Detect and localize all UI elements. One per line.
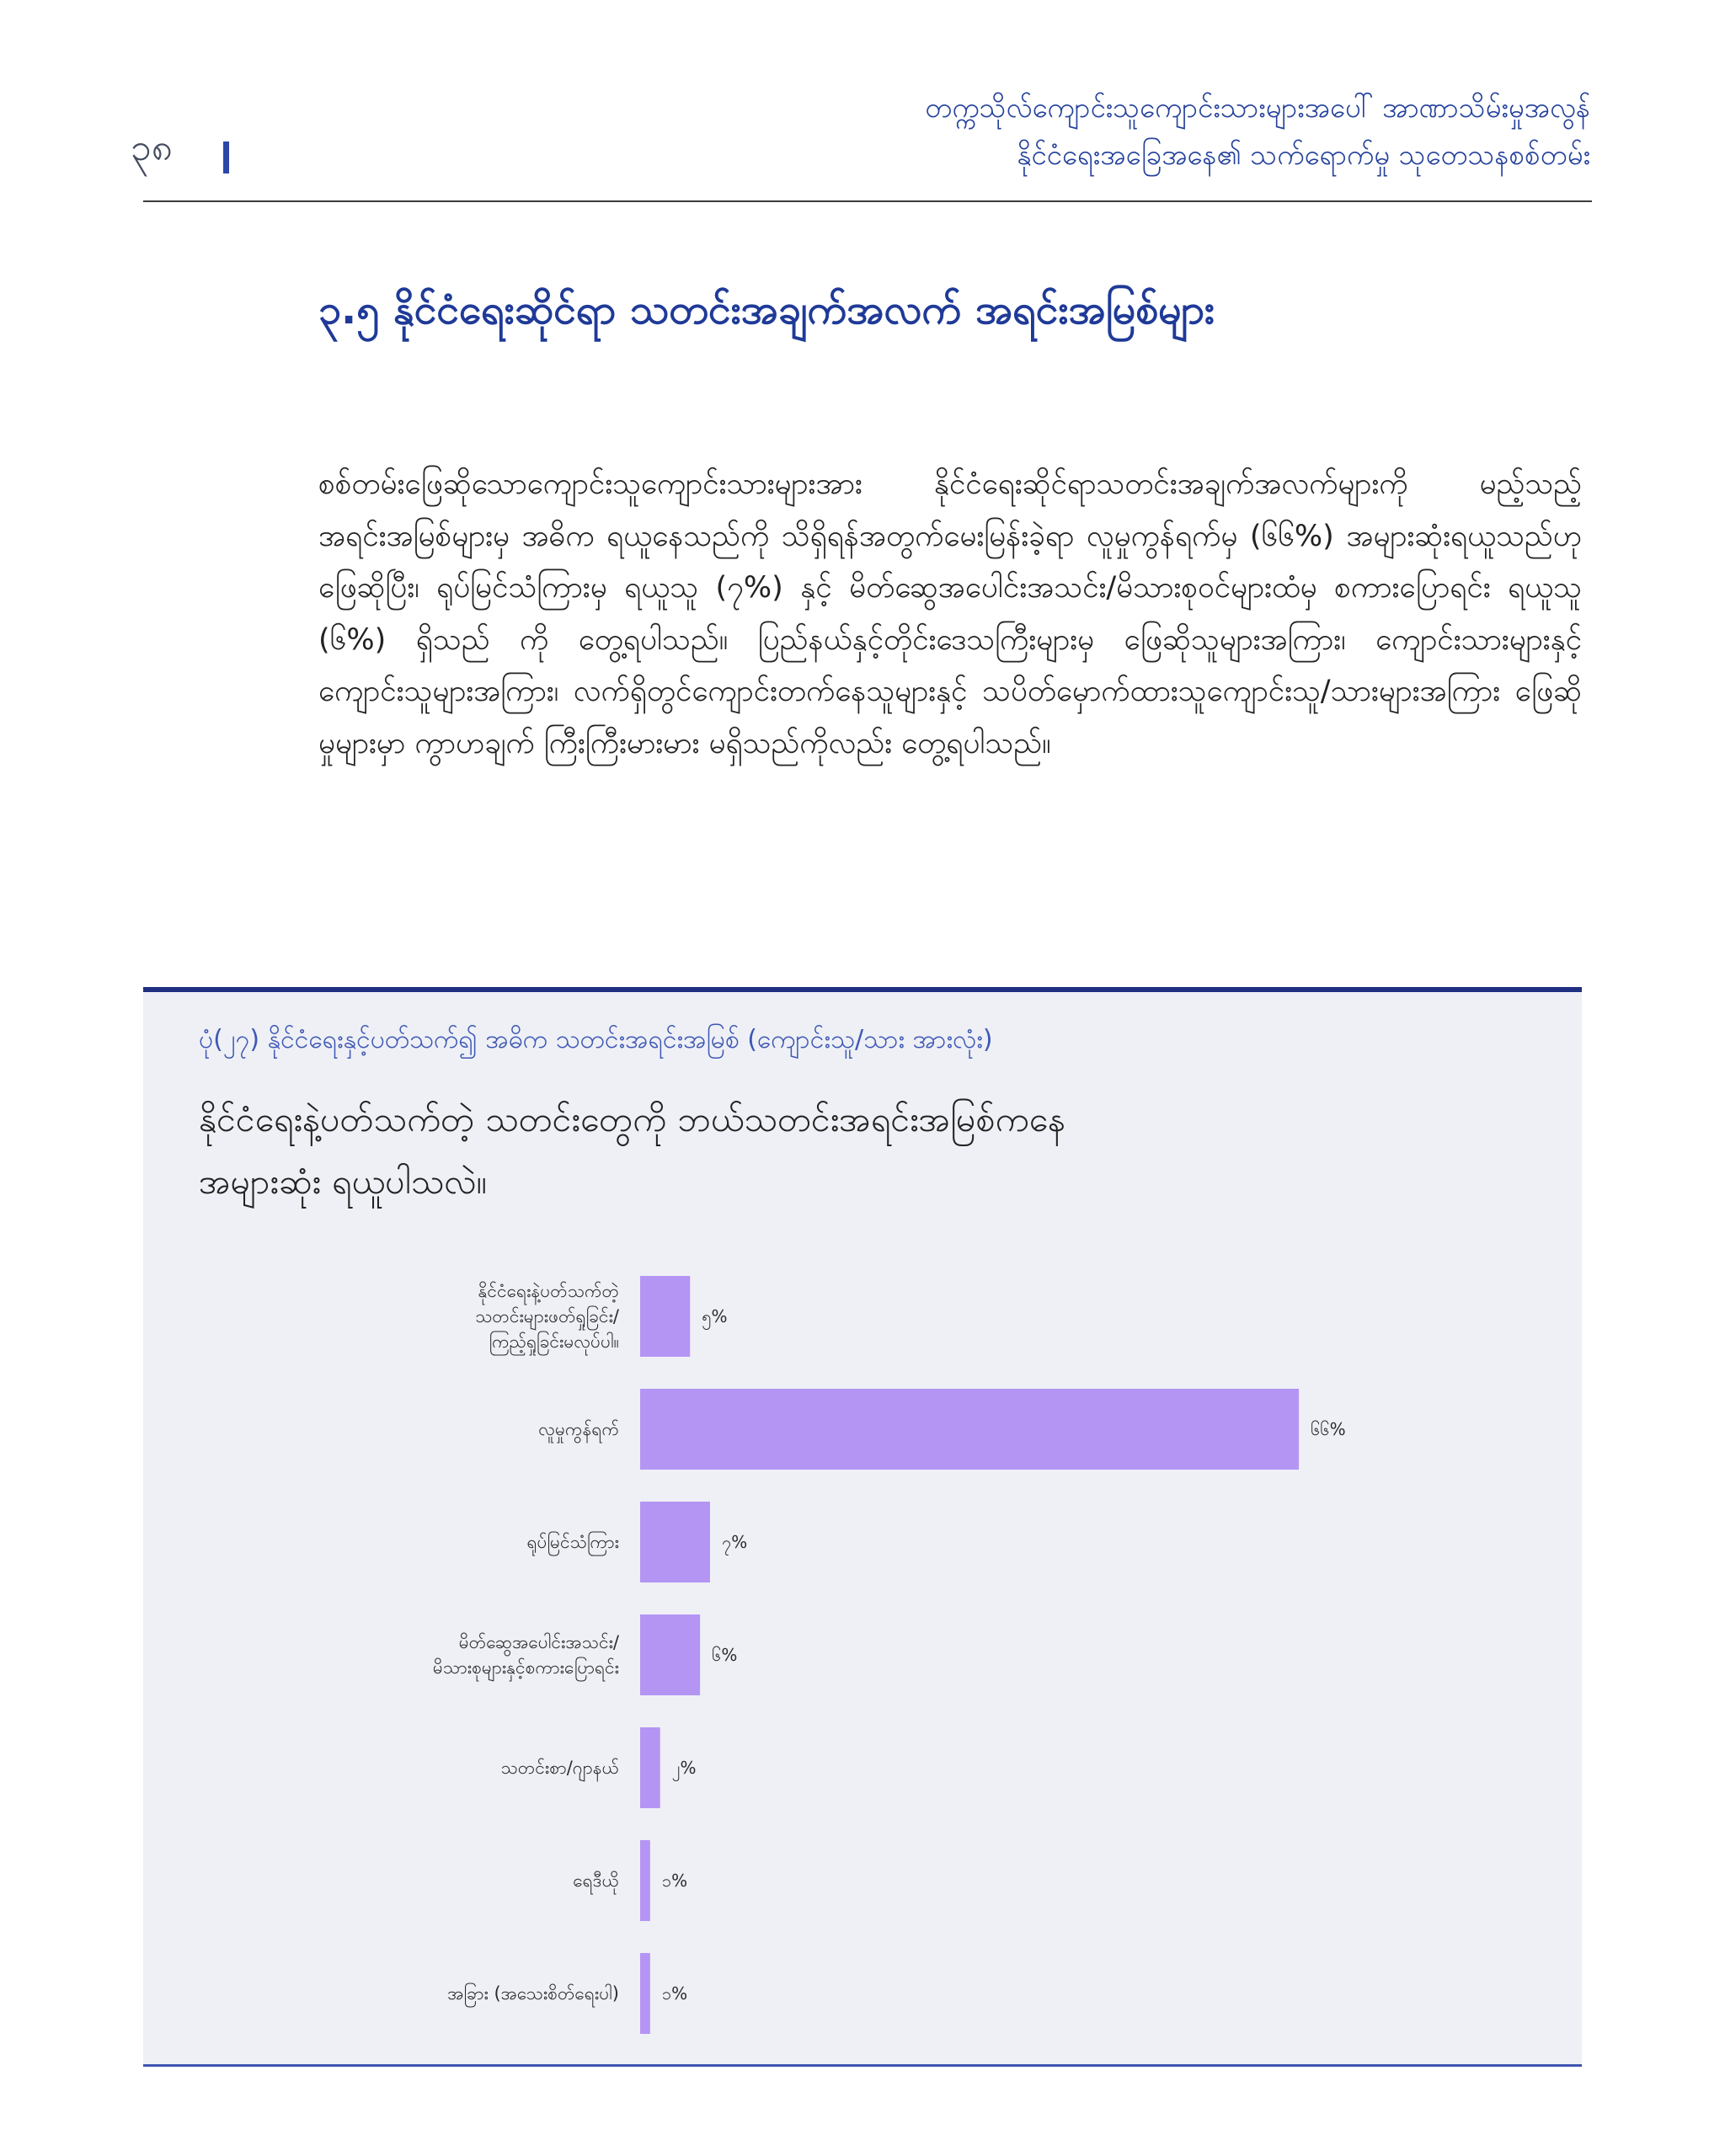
page-number: ၃၈ xyxy=(131,126,173,169)
category-label-3-1: မိသားစုများနှင့်စကားပြောရင်း xyxy=(432,1657,619,1678)
section-title xyxy=(318,276,1498,344)
category-label-5-0: ရေဒီယို xyxy=(573,1870,619,1891)
bar-0 xyxy=(640,1276,690,1357)
category-label-0-2: ကြည့်ရှုခြင်းမလုပ်ပါ။ xyxy=(489,1331,619,1352)
figure-question-line-1: နိုင်ငံရေးနဲ့ပတ်သက်တဲ့ သတင်းတွေကို ဘယ်သတင်းအရင်းအမြစ်ကနေ xyxy=(199,1099,1066,1139)
bar-value-label-0: ၅% xyxy=(702,1306,728,1326)
body-paragraph: စစ်တမ်းဖြေဆိုသောကျောင်းသူကျောင်းသားများအား နိုင်ငံရေးဆိုင်ရာသတင်းအချက်အလက်များကို မည့်သည့်အရင်းအမြစ်များမှ အဓိက ရယူနေသည်ကို သိရှိရန်အတွက်မေးမြန်းခဲ့ရာ လူမှုကွန်ရက်မှ (၆၆%) အများဆုံးရယူသည်ဟုဖြေဆိုပြီး၊ ရုပ်မြင်သံကြားမှ ရယူသူ (၇%) နှင့် မိတ်ဆွေအပေါင်းအသင်း/မိသားစုဝင်များထံမှ စကားပြောရင်း ရယူသူ (၆%) ရှိသည် ကို တွေ့ရပါသည်။ ပြည်နယ်နှင့်တိုင်းဒေသကြီးများမှ ဖြေဆိုသူများအကြား၊ ကျောင်းသားများနှင့် ကျောင်းသူများအကြား၊ လက်ရှိတွင်ကျောင်းတက်နေသူများနှင့် သပိတ်မှောက်ထားသူကျောင်းသူ/သားများအကြား ဖြေဆိုမှုများမှာ ကွာဟချက် ကြီးကြီးမားမား မရှိသည်ကိုလည်း တွေ့ရပါသည်။ xyxy=(318,467,1582,760)
bar-value-label-6: ၁% xyxy=(661,1983,688,2004)
bar-3 xyxy=(640,1614,700,1695)
bar-1 xyxy=(640,1389,1299,1470)
category-label-2-0: ရုပ်မြင်သံကြား xyxy=(526,1532,619,1552)
bar-5 xyxy=(640,1840,650,1921)
bar-value-label-5: ၁% xyxy=(661,1870,688,1891)
bar-chart xyxy=(143,992,1582,2064)
figure-panel xyxy=(143,987,1582,2067)
figure-question-line-2: အများဆုံး ရယူပါသလဲ။ xyxy=(199,1161,488,1202)
running-header-line-1: တက္ကသိုလ်ကျောင်းသူကျောင်းသားများအပေါ် အာဏာသိမ်းမှုအလွန် xyxy=(925,91,1590,124)
bar-value-label-1: ၆၆% xyxy=(1311,1419,1346,1439)
bar-2 xyxy=(640,1502,710,1582)
category-label-1-0: လူမှုကွန်ရက် xyxy=(538,1419,619,1439)
bar-value-label-2: ၇% xyxy=(721,1532,748,1552)
category-label-0-1: သတင်းများဖတ်ရှုခြင်း/ xyxy=(475,1306,619,1326)
category-label-4-0: သတင်းစာ/ဂျာနယ် xyxy=(500,1758,619,1778)
category-label-3-0: မိတ်ဆွေအပေါင်းအသင်း/ xyxy=(458,1632,619,1652)
bar-value-label-3: ၆% xyxy=(712,1645,738,1665)
category-label-0-0: နိုင်ငံရေးနဲ့ပတ်သက်တဲ့ xyxy=(478,1281,619,1301)
section-title-text: နိုင်ငံရေးဆိုင်ရာ သတင်းအချက်အလက် အရင်းအမြစ်များ xyxy=(393,286,1215,334)
header-divider xyxy=(143,200,1592,202)
bar-value-label-4: ၂% xyxy=(671,1758,697,1778)
bar-6 xyxy=(640,1953,650,2034)
section-number: ၃.၅ xyxy=(318,286,380,334)
running-header-line-2: နိုင်ငံရေးအခြေအနေ၏ သက်ရောက်မှု သုတေသနစစ်တမ်း xyxy=(1017,138,1590,171)
figure-caption: ပုံ(၂၇) နိုင်ငံရေးနှင့်ပတ်သက်၍ အဓိက သတင်းအရင်းအမြစ် (ကျောင်းသူ/သား အားလုံး) xyxy=(199,1025,993,1054)
running-header xyxy=(622,84,1590,179)
category-label-6-0: အခြား (အသေးစိတ်ရေးပါ) xyxy=(447,1983,619,2004)
page-number-marker xyxy=(223,141,229,173)
bar-4 xyxy=(640,1727,660,1808)
